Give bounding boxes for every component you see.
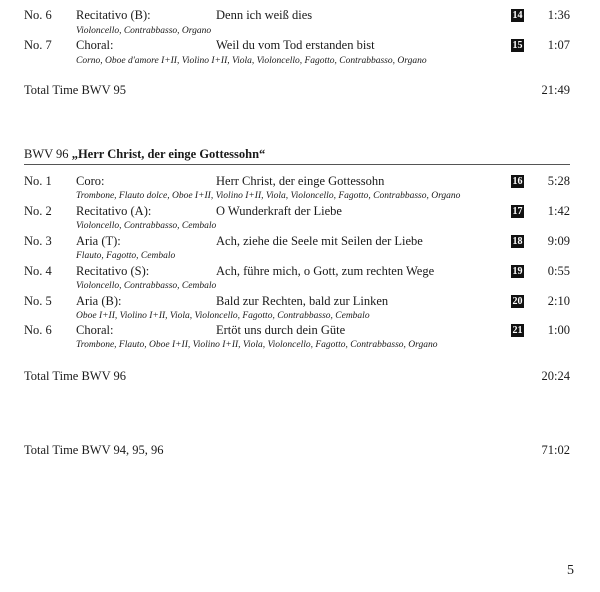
instrumentation: Violoncello, Contrabbasso, Cembalo: [76, 281, 217, 291]
movement-title: Ach, führe mich, o Gott, zum rechten Wege: [216, 264, 435, 278]
movement-type: Aria (B):: [76, 294, 122, 308]
instrumentation: Corno, Oboe d'amore I+II, Violino I+II, Viola, Violoncello, Fagotto, Contrabbasso, Organo: [76, 56, 427, 66]
duration: 1:07: [547, 38, 570, 52]
instrumentation: Violoncello, Contrabbasso, Cembalo: [76, 221, 217, 231]
movement-type: Choral:: [76, 38, 114, 52]
page-number: 5: [567, 563, 574, 578]
movement-title: Ach, ziehe die Seele mit Seilen der Liebe: [216, 234, 423, 248]
track-number: No. 1: [24, 174, 52, 188]
section-heading: [24, 147, 265, 162]
movement-title: Weil du vom Tod erstanden bist: [216, 38, 375, 52]
duration: 5:28: [547, 174, 570, 188]
duration: 1:00: [547, 323, 570, 337]
movement-type: Choral:: [76, 323, 114, 337]
movement-type: Aria (T):: [76, 234, 121, 248]
movement-type: Recitativo (S):: [76, 264, 150, 278]
movement-title: Denn ich weiß dies: [216, 8, 313, 22]
duration: 2:10: [547, 294, 570, 308]
cd-track-badge: 20: [512, 296, 523, 307]
instrumentation: Violoncello, Contrabbasso, Organo: [76, 26, 212, 36]
movement-type: Recitativo (B):: [76, 8, 151, 22]
movement-title: Herr Christ, der einge Gottessohn: [216, 174, 385, 188]
cd-track-badge: 18: [512, 236, 523, 247]
track-number: No. 2: [24, 204, 52, 218]
track-number: No. 3: [24, 234, 52, 248]
cd-track-badge: 17: [512, 206, 523, 217]
total-label: Total Time BWV 95: [24, 83, 127, 97]
total-time: 71:02: [541, 443, 570, 457]
instrumentation: Oboe I+II, Violino I+II, Viola, Violoncello, Fagotto, Contrabbasso, Cembalo: [76, 311, 370, 321]
duration: 0:55: [547, 264, 570, 278]
movement-title: O Wunderkraft der Liebe: [216, 204, 342, 218]
track-number: No. 7: [24, 38, 52, 52]
cantata-title: „Herr Christ, der einge Gottessohn“: [71, 147, 266, 161]
bwv-number: BWV 96: [24, 147, 69, 161]
duration: 1:36: [547, 8, 570, 22]
cd-track-badge: 21: [512, 325, 523, 336]
cd-track-badge: 14: [512, 10, 523, 21]
movement-title: Bald zur Rechten, bald zur Linken: [216, 294, 389, 308]
cd-track-badge: 19: [512, 266, 523, 277]
cd-track-badge: 15: [512, 40, 523, 51]
track-number: No. 5: [24, 294, 52, 308]
movement-type: Recitativo (A):: [76, 204, 152, 218]
instrumentation: Trombone, Flauto, Oboe I+II, Violino I+II, Viola, Violoncello, Fagotto, Contrabbasso, Organo: [76, 340, 438, 350]
total-time: 20:24: [541, 369, 570, 383]
total-time: 21:49: [541, 83, 570, 97]
instrumentation: Trombone, Flauto dolce, Oboe I+II, Violino I+II, Viola, Violoncello, Fagotto, Contrabbasso, Organo: [76, 191, 461, 201]
total-label: Total Time BWV 94, 95, 96: [24, 443, 164, 457]
cd-track-badge: 16: [512, 176, 523, 187]
duration: 9:09: [547, 234, 570, 248]
divider: [24, 164, 570, 165]
total-label: Total Time BWV 96: [24, 369, 127, 383]
movement-title: Ertöt uns durch dein Güte: [216, 323, 346, 337]
movement-type: Coro:: [76, 174, 105, 188]
track-number: No. 4: [24, 264, 52, 278]
instrumentation: Flauto, Fagotto, Cembalo: [76, 251, 176, 261]
track-number: No. 6: [24, 323, 52, 337]
track-number: No. 6: [24, 8, 52, 22]
duration: 1:42: [547, 204, 570, 218]
